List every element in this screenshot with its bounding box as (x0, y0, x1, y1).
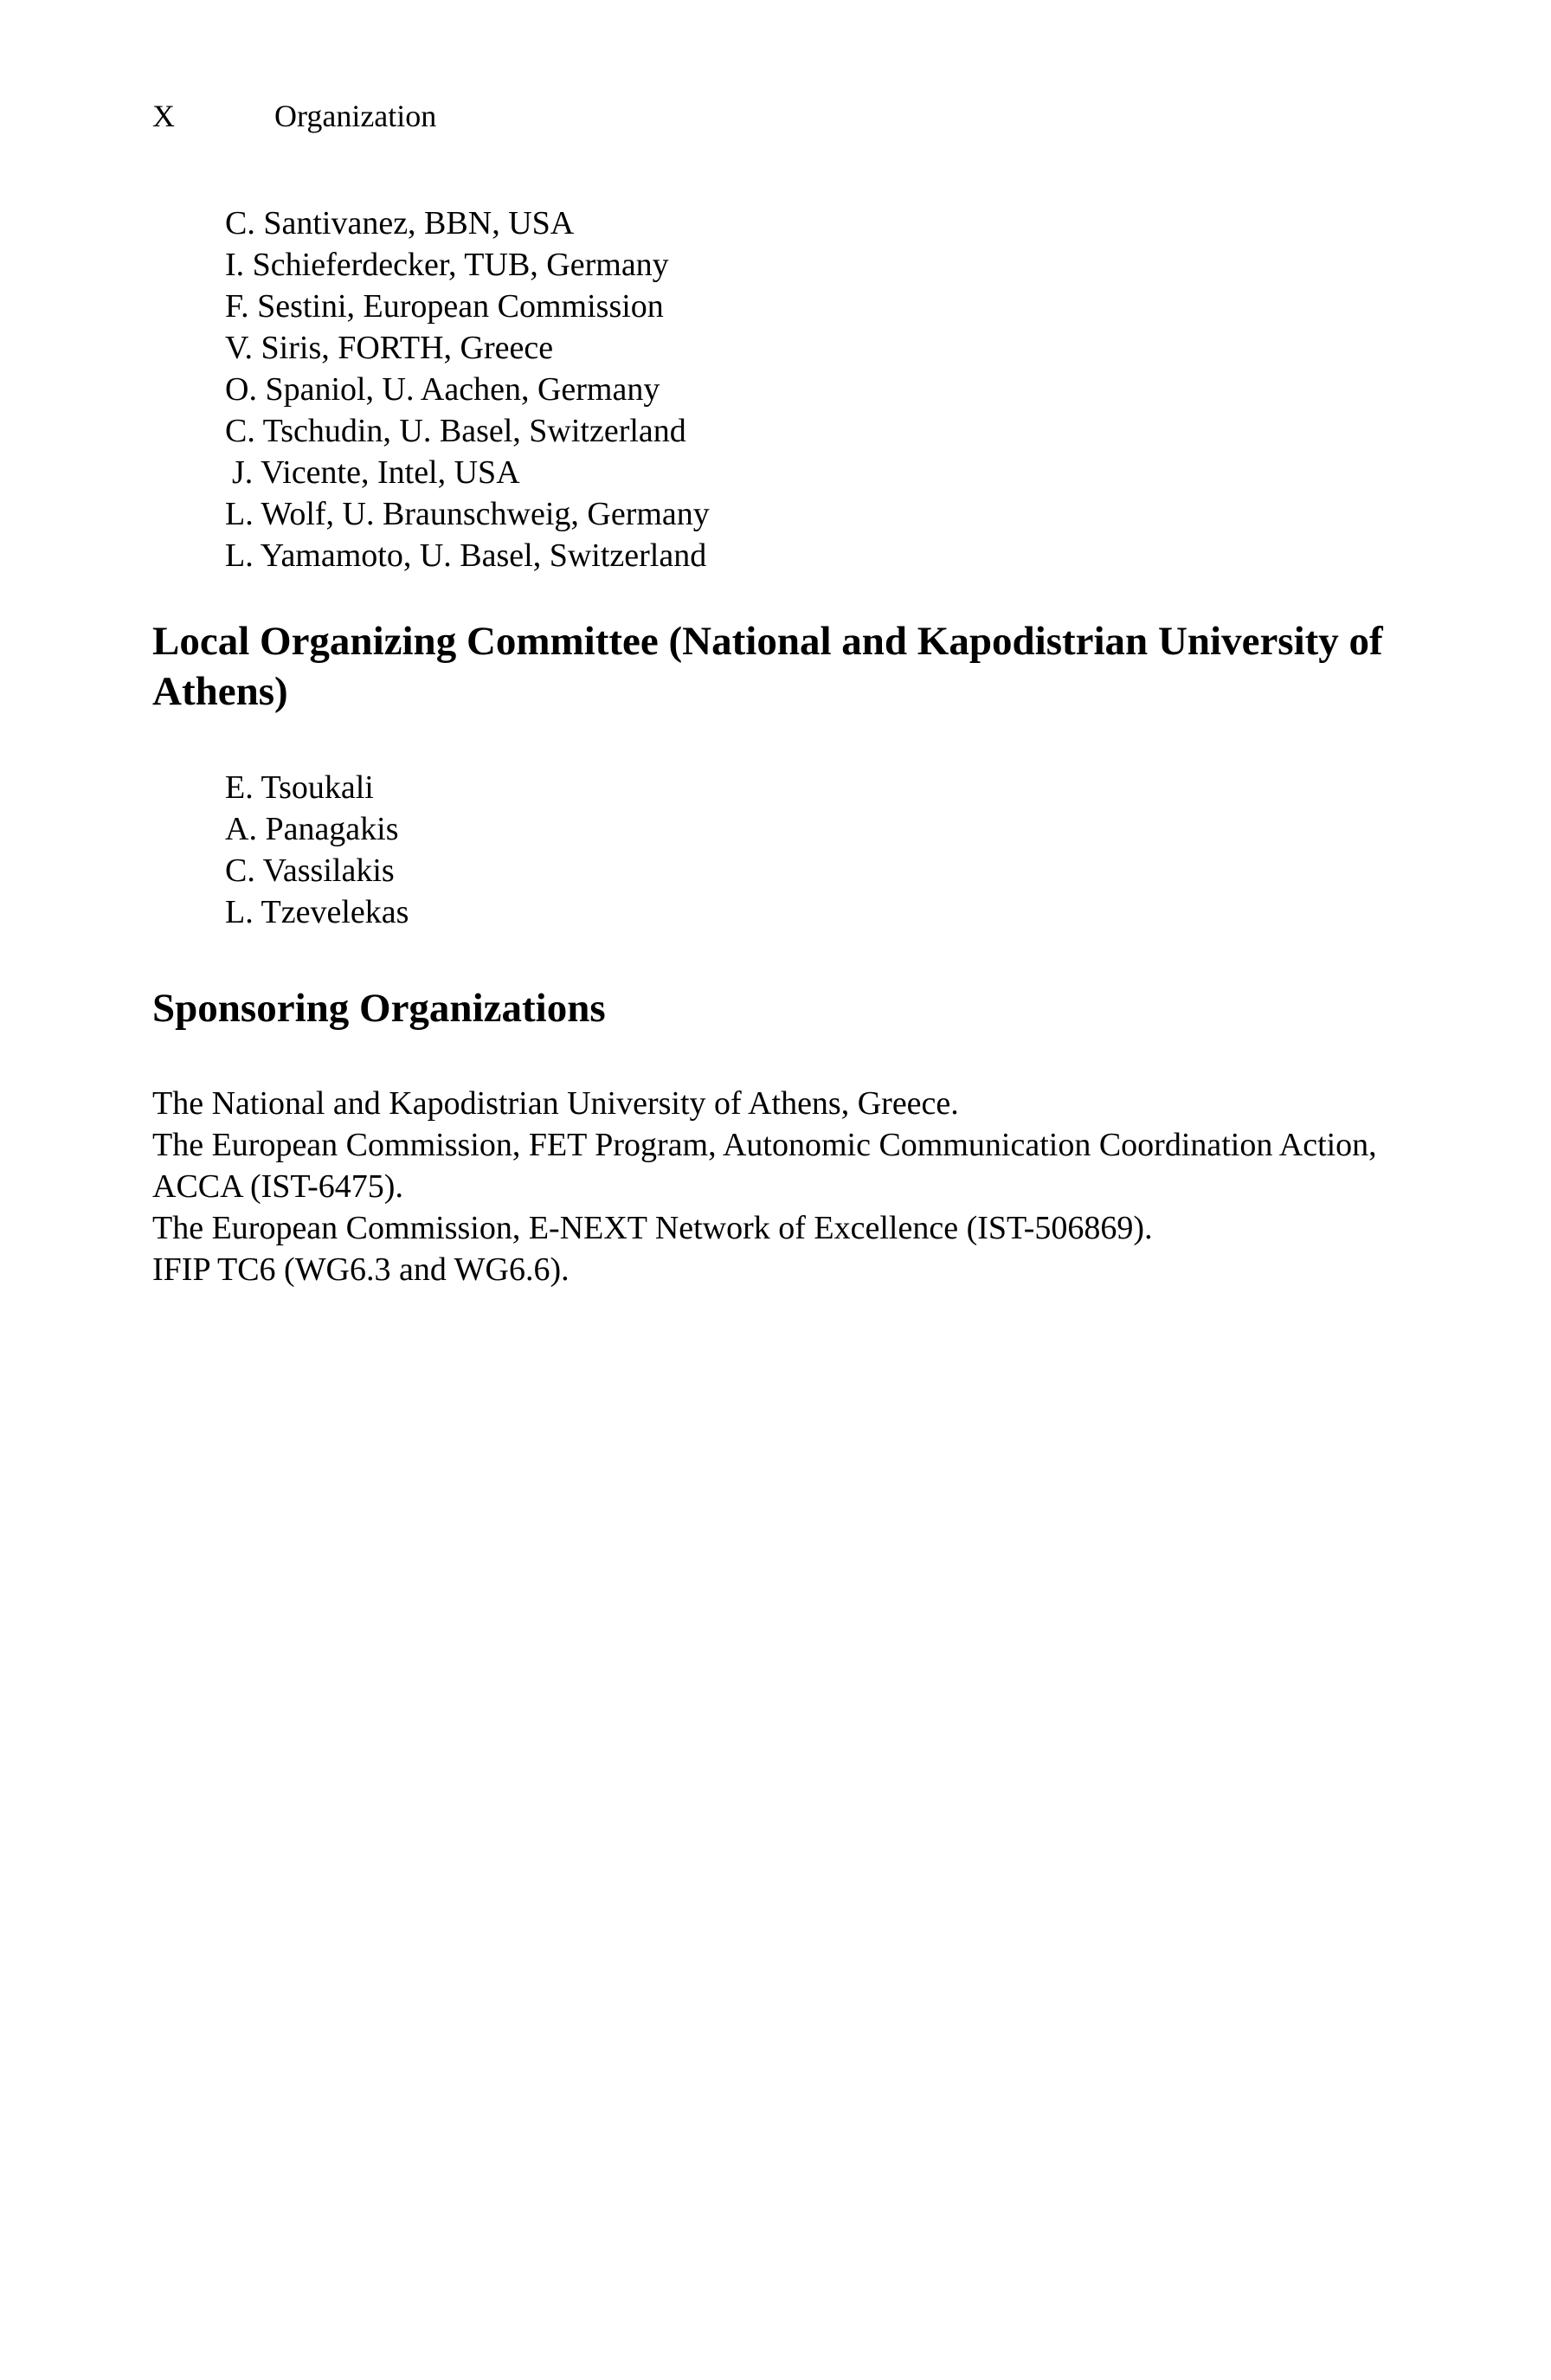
running-head-title: Organization (274, 99, 437, 133)
committee-member: I. Schieferdecker, TUB, Germany (225, 247, 669, 283)
sponsor-item: The European Commission, FET Program, Autonomic Communication Coordination Action, ACCA (IST-6475). (152, 1127, 1377, 1205)
committee-member: L. Wolf, U. Braunschweig, Germany (225, 496, 710, 532)
committee-member: V. Siris, FORTH, Greece (225, 330, 554, 366)
committee-member: C. Vassilakis (225, 852, 395, 889)
page-number: X (152, 99, 175, 133)
running-head (152, 97, 436, 135)
committee-member: C. Santivanez, BBN, USA (225, 205, 575, 241)
committee-member: E. Tsoukali (225, 769, 374, 806)
sponsor-item: IFIP TC6 (WG6.3 and WG6.6). (152, 1251, 570, 1288)
program-committee-list (225, 203, 710, 576)
sponsor-item: The European Commission, E-NEXT Network of Excellence (IST-506869). (152, 1210, 1153, 1246)
sponsor-item: The National and Kapodistrian University of Athens, Greece. (152, 1085, 959, 1122)
committee-member: L. Yamamoto, U. Basel, Switzerland (225, 537, 707, 574)
committee-member: J. Vicente, Intel, USA (232, 454, 520, 491)
sponsoring-list (152, 1083, 1416, 1290)
local-committee-list (225, 767, 409, 933)
committee-member: C. Tschudin, U. Basel, Switzerland (225, 413, 686, 449)
committee-member: L. Tzevelekas (225, 894, 409, 930)
committee-member: F. Sestini, European Commission (225, 288, 664, 325)
local-committee-heading: Local Organizing Committee (National and Kapodistrian University of Athens) (152, 619, 1383, 714)
committee-member: A. Panagakis (225, 811, 399, 847)
sponsoring-heading: Sponsoring Organizations (152, 986, 606, 1031)
committee-member: O. Spaniol, U. Aachen, Germany (225, 371, 660, 408)
